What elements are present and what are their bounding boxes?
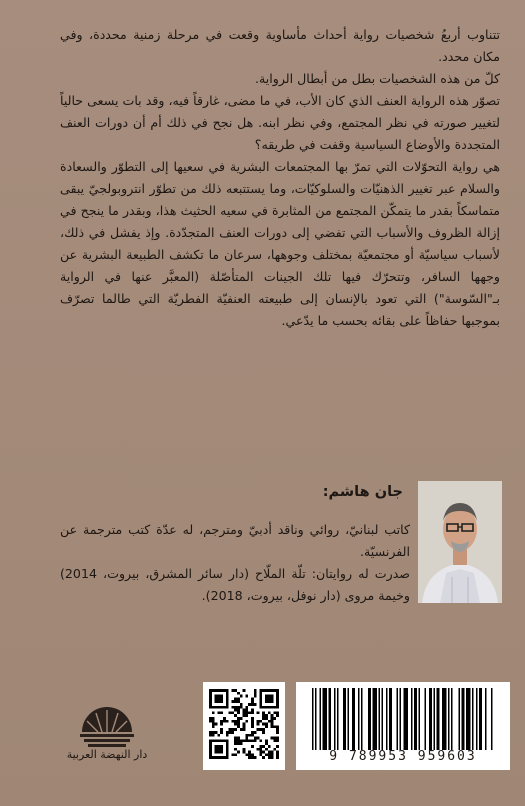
bio-paragraph: صدرت له روايتان: تلّة الملّاح (دار سائر المشرق، بيروت، 2014) وخيمة مروى (دار نوفل، بيروت، 2018). <box>60 566 410 603</box>
blurb-paragraph: كلّ من هذه الشخصيات بطل من أبطال الرواية. <box>254 71 500 86</box>
isbn-barcode <box>296 682 510 770</box>
isbn-number: 9 789953 959603 <box>329 749 477 764</box>
blurb-paragraph: تتناوب أربعُ شخصيات رواية أحداث مأساوية وقعت في مرحلة زمنية محددة، وفي مكان محدد. <box>60 27 500 64</box>
qr-code <box>203 682 285 770</box>
publisher-name: دار النهضة العربية <box>66 748 148 761</box>
author-photo <box>418 481 502 603</box>
blurb-paragraph: هي رواية التحوّلات التي تمرّ بها المجتمعات البشرية في سعيها إلى التطوّر والسعادة والسلام عبر تغيير الذهنيّات والسلوكيّات، وما يستتبعه ذلك من تطوّر انتروبولجيّ يبقى متماسكاً بقدر ما يتمكّن المجتمع من المثابرة في سعيه الحثيث هذا، وبقدر ما ينجح في إزالة الظروف والأسباب التي تفضي إلى دورات العنف المتجدّدة. وإذ يفشل في ذلك، لأسباب سياسيّة أو مجتمعيّة بمختلف وجوهها، سرعان ما تكشف الطبيعة البشرية عن وجهها السافر، وتتحرّك فيها تلك الجينات المتأصّلة (المعبَّر عنها في الرواية بـ"السّوسة") التي تعود بالإنسان إلى طبيعته العنفيّة الفطريّة التي طالما تصرّف بموجبها حفاظاً على بقائه بحسب ما يدّعي. <box>60 159 500 328</box>
blurb-paragraph: تصوّر هذه الرواية العنف الذي كان الأب، في ما مضى، غارقاً فيه، وقد بات يسعى حالياً لتغيير صورته في نظر المجتمع، وفي نظر ابنه. هل نجح في ذلك أم أن دورات العنف المتجددة والأوضاع السياسية وقفت في طريقه؟ <box>60 93 500 152</box>
book-blurb <box>60 24 500 332</box>
bio-paragraph: كاتب لبنانيّ، روائي وناقد أدبيّ ومترجم، له عدّة كتب مترجمة عن الفرنسيّة. <box>60 522 410 559</box>
publisher-logo-icon <box>72 702 142 748</box>
author-bio <box>60 519 410 607</box>
author-name: جان هاشم: <box>322 484 403 500</box>
